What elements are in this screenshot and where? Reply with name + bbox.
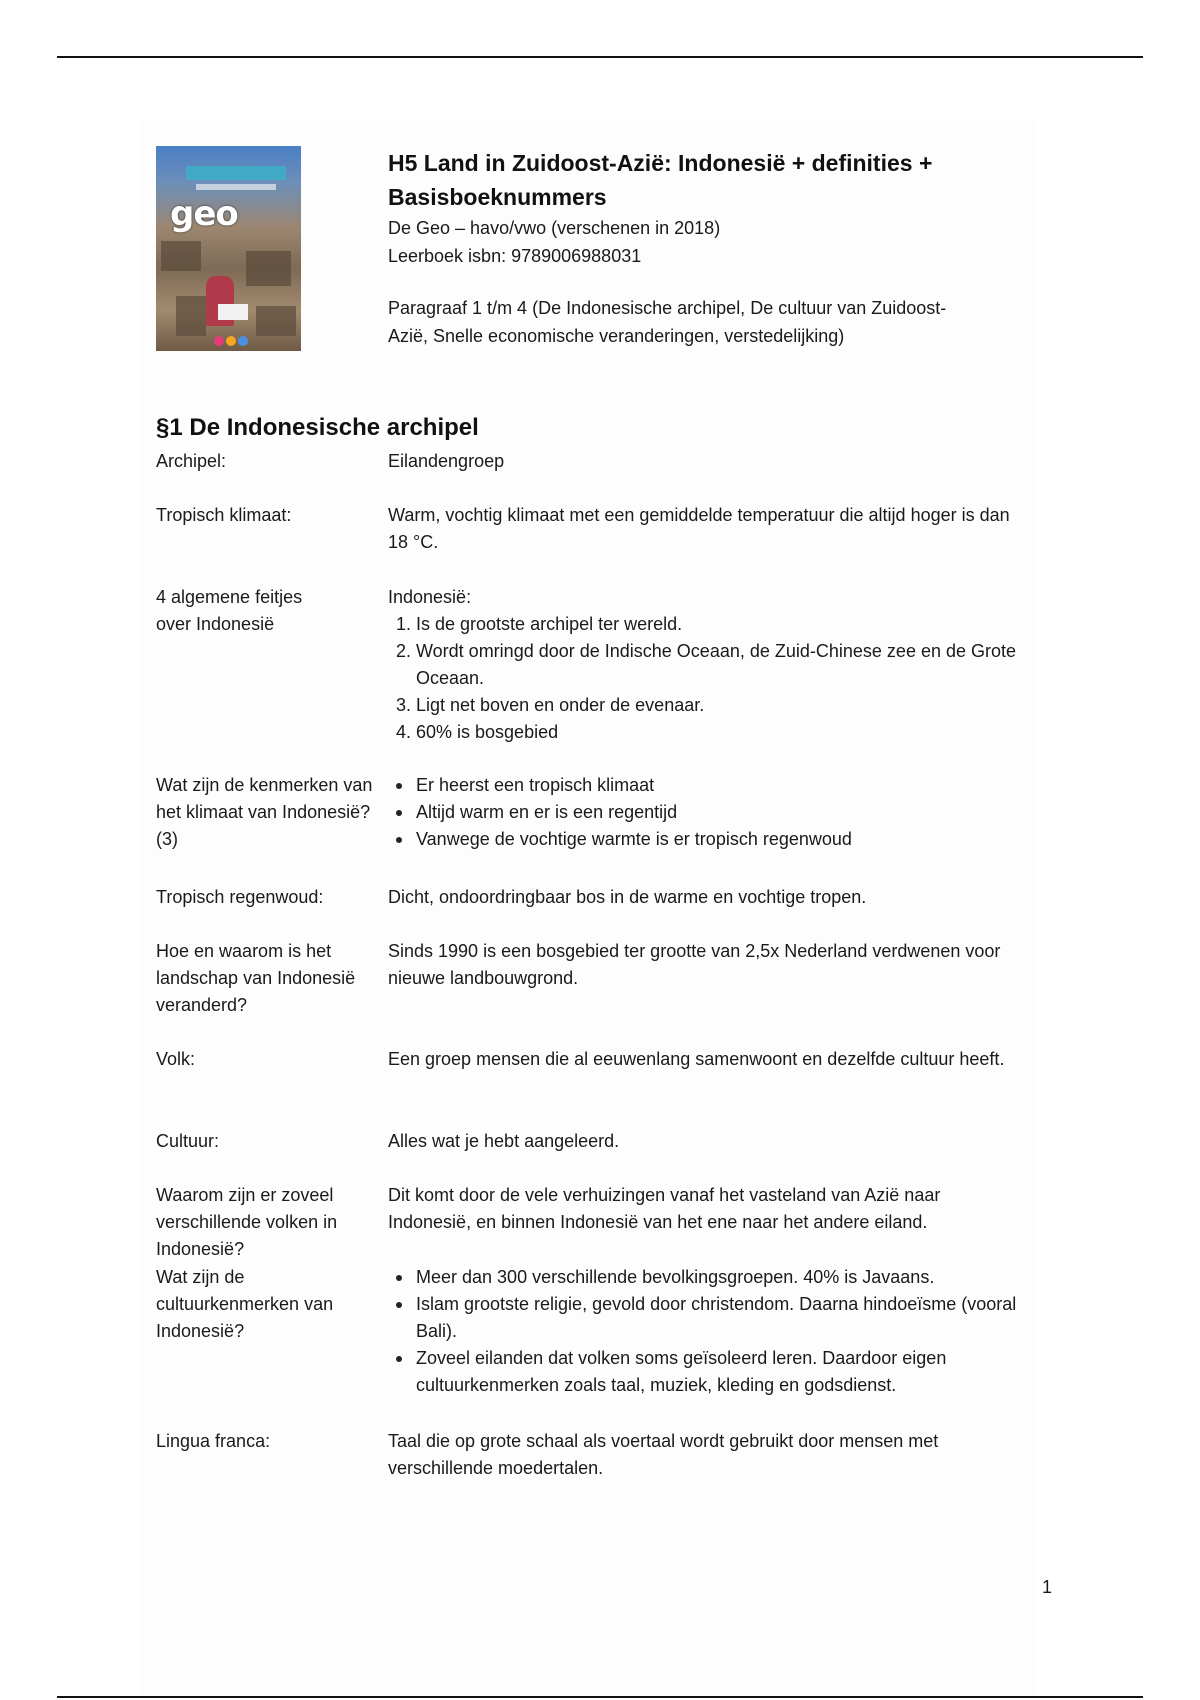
term: Hoe en waarom is het landschap van Indonesië veranderd? (156, 941, 356, 1015)
bullet-list (388, 772, 1028, 853)
list-item: 2. Wordt omringd door de Indische Oceaan, de Zuid-Chinese zee en de Grote Oceaan. (416, 638, 1028, 692)
list-item: Meer dan 300 verschillende bevolkingsgroepen. 40% is Javaans. (416, 1264, 1028, 1291)
list-item: 3. Ligt net boven en onder de evenaar. (416, 692, 1028, 719)
list-item: Altijd warm en er is een regentijd (416, 799, 1028, 826)
definition: Eilandengroep (388, 451, 505, 471)
paragraph-scope (388, 294, 1048, 350)
definition: Taal die op grote schaal als voertaal wordt gebruikt door mensen met verschillende moedertalen. (388, 1431, 939, 1478)
term: Archipel: (156, 451, 227, 471)
term: Lingua franca: (156, 1431, 271, 1451)
facts-list (388, 611, 1028, 746)
term: Waarom zijn er zoveel verschillende volken in Indonesië? (156, 1185, 338, 1259)
term: Wat zijn de cultuurkenmerken van Indonesië? (156, 1267, 334, 1341)
cover-house-shape (176, 296, 206, 336)
cover-paper-shape (218, 304, 248, 320)
section-title: §1 De Indonesische archipel (156, 414, 479, 441)
cover-band-secondary (196, 184, 276, 190)
cover-dot (214, 336, 224, 346)
list-item: 1. Is de grootste archipel ter wereld. (416, 611, 1028, 638)
top-rule (57, 56, 1143, 58)
definition: Sinds 1990 is een bosgebied ter grootte van 2,5x Nederland verdwenen voor nieuwe landbouwgrond. (388, 941, 1001, 988)
bullet-list (388, 1264, 1028, 1399)
definition (388, 584, 1028, 746)
cover-logo: geo (170, 194, 238, 234)
list-item: 4. 60% is bosgebied (416, 719, 1028, 746)
definition (388, 1264, 1028, 1399)
document-header (388, 146, 1048, 270)
list-item: Zoveel eilanden dat volken soms geïsoleerd leren. Daardoor eigen cultuurkenmerken zoals taal, muziek, kleding en godsdienst. (416, 1345, 1028, 1399)
page-number: 1 (1042, 1577, 1053, 1597)
cover-house-shape (256, 306, 296, 336)
term: Wat zijn de kenmerken van het klimaat van Indonesië? (3) (156, 775, 373, 849)
list-item: Islam grootste religie, gevold door christendom. Daarna hindoeïsme (vooral Bali). (416, 1291, 1028, 1345)
list-item: Er heerst een tropisch klimaat (416, 772, 1028, 799)
list-item: Vanwege de vochtige warmte is er tropisch regenwoud (416, 826, 1028, 853)
list-intro: Indonesië: (388, 587, 472, 607)
definition: Warm, vochtig klimaat met een gemiddelde temperatuur die altijd hoger is dan 18 °C. (388, 505, 1010, 552)
definition: Dit komt door de vele verhuizingen vanaf het vasteland van Azië naar Indonesië, en binnen Indonesië van het ene naar het andere eiland. (388, 1185, 941, 1232)
definition: Een groep mensen die al eeuwenlang samenwoont en dezelfde cultuur heeft. (388, 1049, 1005, 1069)
cover-band (186, 166, 286, 180)
definition: Alles wat je hebt aangeleerd. (388, 1131, 620, 1151)
term: Volk: (156, 1049, 196, 1069)
paragraph-scope-line2: Azië, Snelle economische veranderingen, verstedelijking) (388, 326, 845, 346)
book-cover-image (156, 146, 301, 351)
bottom-rule (57, 1696, 1143, 1698)
cover-house-shape (161, 241, 201, 271)
cover-dot (226, 336, 236, 346)
term: Tropisch klimaat: (156, 505, 292, 525)
term: 4 algemene feitjes over Indonesië (156, 587, 303, 634)
cover-house-shape (246, 251, 291, 286)
isbn-line: Leerboek isbn: 9789006988031 (388, 246, 642, 266)
cover-dot (238, 336, 248, 346)
document-title-line2: Basisboeknummers (388, 184, 607, 210)
term: Tropisch regenwoud: (156, 887, 324, 907)
edition-line: De Geo – havo/vwo (verschenen in 2018) (388, 218, 721, 238)
definition (388, 772, 1028, 853)
paragraph-scope-line1: Paragraaf 1 t/m 4 (De Indonesische archipel, De cultuur van Zuidoost- (388, 298, 947, 318)
definition: Dicht, ondoordringbaar bos in de warme en vochtige tropen. (388, 887, 867, 907)
document-title-line1: H5 Land in Zuidoost-Azië: Indonesië + definities + (388, 150, 933, 176)
term: Cultuur: (156, 1131, 220, 1151)
